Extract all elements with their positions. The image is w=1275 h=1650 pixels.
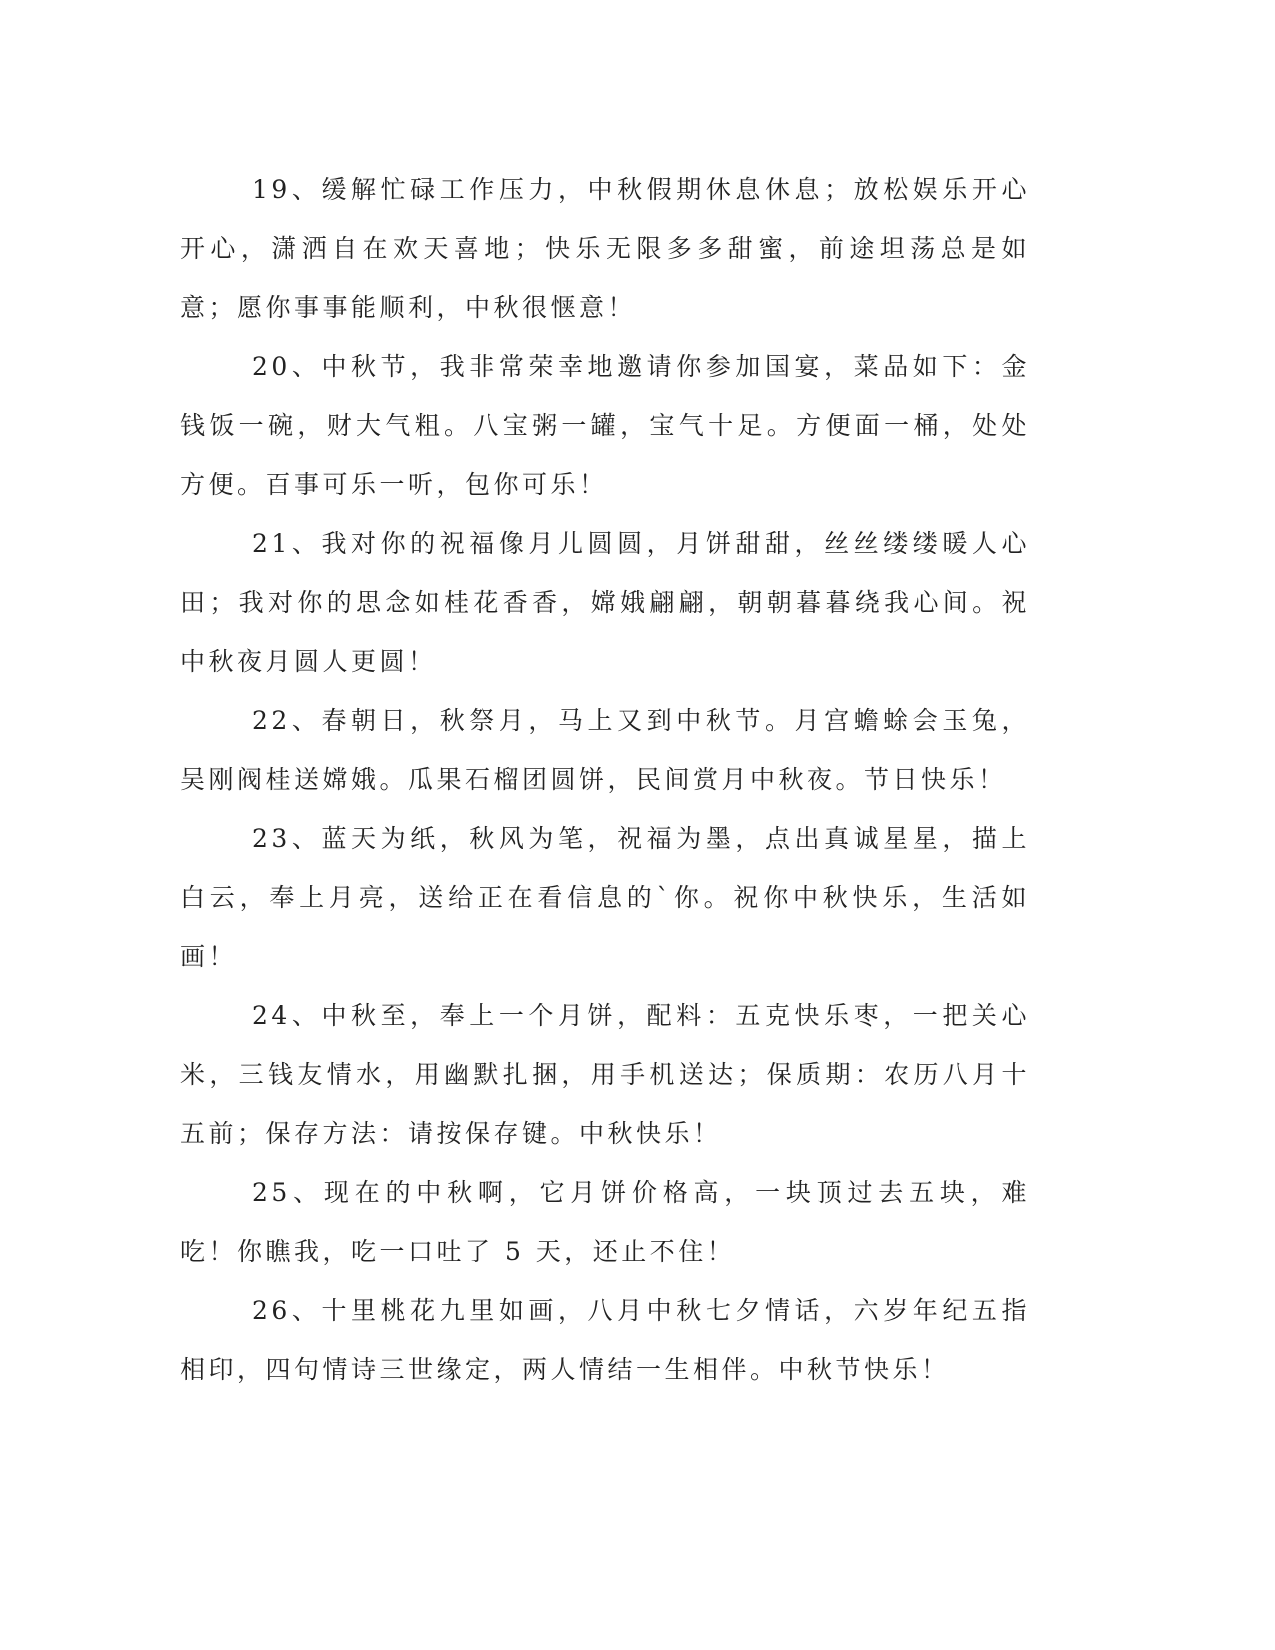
paragraph-24: 24、中秋至，奉上一个月饼，配料：五克快乐枣，一把关心米，三钱友情水，用幽默扎捆，用手机送达；保质期：农历八月十五前；保存方法：请按保存键。中秋快乐！ (180, 1001, 1030, 1148)
document-body (180, 160, 1030, 1399)
paragraph-25: 25、现在的中秋啊，它月饼价格高，一块顶过去五块，难吃！你瞧我，吃一口吐了 5 天，还止不住！ (180, 1178, 1030, 1266)
paragraph-20: 20、中秋节，我非常荣幸地邀请你参加国宴，菜品如下：金钱饭一碗，财大气粗。八宝粥一罐，宝气十足。方便面一桶，处处方便。百事可乐一听，包你可乐！ (180, 352, 1030, 499)
paragraph-26: 26、十里桃花九里如画，八月中秋七夕情话，六岁年纪五指相印，四句情诗三世缘定，两人情结一生相伴。中秋节快乐！ (180, 1296, 1030, 1384)
paragraph-19: 19、缓解忙碌工作压力，中秋假期休息休息；放松娱乐开心开心，潇洒自在欢天喜地；快乐无限多多甜蜜，前途坦荡总是如意；愿你事事能顺利，中秋很惬意！ (180, 175, 1030, 322)
paragraph-21: 21、我对你的祝福像月儿圆圆，月饼甜甜，丝丝缕缕暖人心田；我对你的思念如桂花香香，嫦娥翩翩，朝朝暮暮绕我心间。祝中秋夜月圆人更圆！ (180, 529, 1030, 676)
paragraph-22: 22、春朝日，秋祭月，马上又到中秋节。月宫蟾蜍会玉兔，吴刚阀桂送嫦娥。瓜果石榴团圆饼，民间赏月中秋夜。节日快乐！ (180, 706, 1030, 794)
paragraph-23: 23、蓝天为纸，秋风为笔，祝福为墨，点出真诚星星，描上白云，奉上月亮，送给正在看信息的`你。祝你中秋快乐，生活如画！ (180, 824, 1030, 971)
